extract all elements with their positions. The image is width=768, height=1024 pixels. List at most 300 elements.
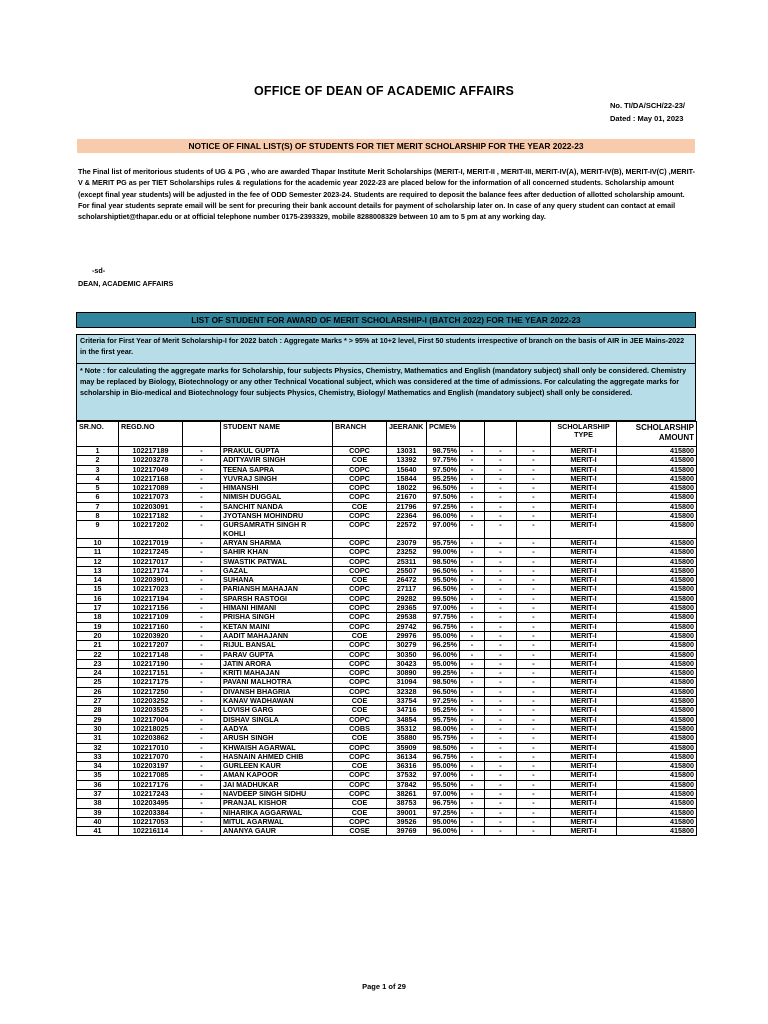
cell-dash: - (460, 521, 485, 539)
cell-regd: 102217194 (119, 594, 183, 603)
cell-amount: 415800 (617, 659, 697, 668)
cell-dash: - (517, 622, 551, 631)
cell-regd: 102217109 (119, 613, 183, 622)
cell-jeerank: 25507 (387, 566, 427, 575)
cell-amount: 415800 (617, 631, 697, 640)
cell-regd: 102217004 (119, 715, 183, 724)
cell-branch: COE (333, 734, 387, 743)
cell-regd: 102217182 (119, 512, 183, 521)
cell-dash: - (485, 594, 517, 603)
cell-jeerank: 22572 (387, 521, 427, 539)
cell-amount: 415800 (617, 456, 697, 465)
cell-regd: 102217189 (119, 447, 183, 456)
cell-pcme: 97.00% (427, 771, 460, 780)
cell-type: MERIT-I (551, 566, 617, 575)
cell-regd: 102217176 (119, 780, 183, 789)
cell-regd: 102217156 (119, 604, 183, 613)
cell-pcme: 98.00% (427, 724, 460, 733)
cell-dash: - (485, 622, 517, 631)
table-row (77, 622, 697, 631)
cell-dash: - (183, 724, 221, 733)
table-row (77, 512, 697, 521)
cell-sr: 41 (77, 827, 119, 836)
cell-jeerank: 34716 (387, 706, 427, 715)
cell-branch: COPC (333, 622, 387, 631)
cell-branch: COPC (333, 566, 387, 575)
cell-jeerank: 32328 (387, 687, 427, 696)
cell-jeerank: 23252 (387, 548, 427, 557)
cell-jeerank: 39526 (387, 817, 427, 826)
cell-dash: - (485, 697, 517, 706)
cell-type: MERIT-I (551, 669, 617, 678)
cell-dash: - (485, 817, 517, 826)
cell-type: MERIT-I (551, 484, 617, 493)
cell-amount: 415800 (617, 512, 697, 521)
intro-paragraph: The Final list of meritorious students of UG & PG , who are awarded Thapar Institute Merit Scholarships (MERIT-I, MERIT-II , MERIT-III, MERIT-IV(A), MERIT-IV(B), MERIT-IV(C) ,MERIT-V & MERIT PG as per TIET Scholarships rules & regulations for the academic year 2022-23 are placed below for the information of all concerned students. Scholarship amount (except final year students) will be adjusted in the fee of ODD Semester 2023-24. Students are required to deposit the balance fees after deduction of allotted scholarship amount. For final year students seprate email will be sent for precuring their bank account details for payment of scholarship later on. In case of any query student can contact at email scholarshiptiet@thapar.edu or at official telephone number 0175-2393329, mobile 8288008329 between 10 am to 5 pm at any working day. (78, 167, 695, 222)
cell-dash: - (460, 780, 485, 789)
cell-regd: 102203901 (119, 576, 183, 585)
cell-dash: - (485, 631, 517, 640)
cell-name: KETAN MAINI (221, 622, 333, 631)
cell-sr: 2 (77, 456, 119, 465)
cell-branch: COPC (333, 817, 387, 826)
cell-pcme: 96.00% (427, 827, 460, 836)
cell-branch: COPC (333, 771, 387, 780)
cell-pcme: 96.00% (427, 650, 460, 659)
cell-dash: - (517, 789, 551, 798)
cell-type: MERIT-I (551, 493, 617, 502)
cell-dash: - (485, 752, 517, 761)
cell-type: MERIT-I (551, 817, 617, 826)
cell-type: MERIT-I (551, 678, 617, 687)
cell-sr: 25 (77, 678, 119, 687)
cell-dash: - (485, 762, 517, 771)
cell-dash: - (460, 613, 485, 622)
cell-dash: - (517, 557, 551, 566)
cell-dash: - (517, 641, 551, 650)
cell-pcme: 96.50% (427, 566, 460, 575)
cell-dash: - (517, 594, 551, 603)
cell-dash: - (485, 780, 517, 789)
cell-amount: 415800 (617, 585, 697, 594)
cell-regd: 102217049 (119, 465, 183, 474)
cell-dash: - (460, 724, 485, 733)
cell-regd: 102203278 (119, 456, 183, 465)
table-row (77, 706, 697, 715)
cell-branch: COPC (333, 604, 387, 613)
cell-branch: COE (333, 808, 387, 817)
cell-dash: - (485, 789, 517, 798)
cell-name: ARYAN SHARMA (221, 538, 333, 547)
cell-sr: 17 (77, 604, 119, 613)
cell-jeerank: 29976 (387, 631, 427, 640)
cell-name: AADYA (221, 724, 333, 733)
table-row (77, 734, 697, 743)
cell-dash: - (485, 604, 517, 613)
cell-dash: - (460, 752, 485, 761)
cell-dash: - (517, 706, 551, 715)
cell-type: MERIT-I (551, 827, 617, 836)
cell-sr: 39 (77, 808, 119, 817)
cell-dash: - (485, 678, 517, 687)
cell-amount: 415800 (617, 641, 697, 650)
cell-amount: 415800 (617, 817, 697, 826)
cell-regd: 102217017 (119, 557, 183, 566)
cell-dash: - (460, 697, 485, 706)
cell-dash: - (460, 484, 485, 493)
cell-dash: - (183, 780, 221, 789)
cell-dash: - (485, 456, 517, 465)
cell-type: MERIT-I (551, 548, 617, 557)
cell-type: MERIT-I (551, 743, 617, 752)
cell-regd: 102217085 (119, 771, 183, 780)
table-row (77, 576, 697, 585)
scholarship-table (76, 421, 697, 836)
cell-dash: - (460, 548, 485, 557)
cell-dash: - (517, 447, 551, 456)
cell-pcme: 96.50% (427, 484, 460, 493)
cell-dash: - (460, 538, 485, 547)
cell-branch: COPC (333, 548, 387, 557)
cell-sr: 34 (77, 762, 119, 771)
cell-type: MERIT-I (551, 538, 617, 547)
table-row (77, 548, 697, 557)
table-row (77, 538, 697, 547)
notice-date: Dated : May 01, 2023 (610, 114, 684, 123)
table-row (77, 465, 697, 474)
table-row (77, 594, 697, 603)
cell-regd: 102203920 (119, 631, 183, 640)
table-row (77, 447, 697, 456)
cell-jeerank: 30350 (387, 650, 427, 659)
cell-jeerank: 15640 (387, 465, 427, 474)
cell-dash: - (517, 687, 551, 696)
office-title: OFFICE OF DEAN OF ACADEMIC AFFAIRS (253, 84, 515, 98)
col-header-blank (183, 422, 221, 447)
cell-branch: COPC (333, 585, 387, 594)
table-row (77, 697, 697, 706)
cell-dash: - (460, 678, 485, 687)
cell-regd: 102203525 (119, 706, 183, 715)
cell-jeerank: 36134 (387, 752, 427, 761)
cell-dash: - (460, 715, 485, 724)
cell-dash: - (460, 650, 485, 659)
cell-name: SUHANA (221, 576, 333, 585)
cell-dash: - (183, 548, 221, 557)
cell-name: PARAV GUPTA (221, 650, 333, 659)
cell-dash: - (517, 659, 551, 668)
cell-dash: - (183, 678, 221, 687)
cell-dash: - (517, 484, 551, 493)
cell-branch: COE (333, 762, 387, 771)
cell-dash: - (183, 456, 221, 465)
table-row (77, 650, 697, 659)
cell-jeerank: 37532 (387, 771, 427, 780)
cell-pcme: 95.50% (427, 780, 460, 789)
cell-branch: COE (333, 456, 387, 465)
cell-pcme: 97.00% (427, 604, 460, 613)
col-header-blank (485, 422, 517, 447)
cell-dash: - (183, 687, 221, 696)
cell-dash: - (183, 752, 221, 761)
cell-pcme: 97.00% (427, 521, 460, 539)
cell-regd: 102217202 (119, 521, 183, 539)
cell-regd: 102217089 (119, 484, 183, 493)
cell-amount: 415800 (617, 780, 697, 789)
col-header-blank (460, 422, 485, 447)
table-row (77, 752, 697, 761)
cell-regd: 102217190 (119, 659, 183, 668)
cell-dash: - (460, 585, 485, 594)
cell-amount: 415800 (617, 771, 697, 780)
cell-dash: - (517, 752, 551, 761)
cell-type: MERIT-I (551, 734, 617, 743)
cell-dash: - (485, 724, 517, 733)
cell-dash: - (183, 484, 221, 493)
cell-sr: 30 (77, 724, 119, 733)
cell-dash: - (485, 493, 517, 502)
cell-regd: 102217243 (119, 789, 183, 798)
cell-name: HIMANSHI (221, 484, 333, 493)
cell-jeerank: 21796 (387, 502, 427, 511)
cell-amount: 415800 (617, 678, 697, 687)
cell-dash: - (460, 789, 485, 798)
cell-type: MERIT-I (551, 771, 617, 780)
cell-dash: - (485, 474, 517, 483)
cell-dash: - (460, 659, 485, 668)
cell-branch: COPC (333, 493, 387, 502)
table-row (77, 743, 697, 752)
cell-dash: - (460, 631, 485, 640)
cell-dash: - (485, 687, 517, 696)
cell-jeerank: 21670 (387, 493, 427, 502)
cell-pcme: 95.00% (427, 817, 460, 826)
cell-name: GURSAMRATH SINGH R KOHLI (221, 521, 333, 539)
cell-name: SANCHIT NANDA (221, 502, 333, 511)
cell-amount: 415800 (617, 576, 697, 585)
cell-jeerank: 37842 (387, 780, 427, 789)
cell-name: TEENA SAPRA (221, 465, 333, 474)
cell-sr: 13 (77, 566, 119, 575)
cell-regd: 102217070 (119, 752, 183, 761)
cell-jeerank: 38261 (387, 789, 427, 798)
cell-type: MERIT-I (551, 687, 617, 696)
cell-dash: - (517, 474, 551, 483)
cell-dash: - (517, 817, 551, 826)
cell-dash: - (517, 799, 551, 808)
cell-name: AMAN KAPOOR (221, 771, 333, 780)
cell-jeerank: 35909 (387, 743, 427, 752)
cell-pcme: 98.75% (427, 447, 460, 456)
cell-sr: 36 (77, 780, 119, 789)
cell-dash: - (517, 566, 551, 575)
cell-dash: - (183, 659, 221, 668)
cell-sr: 16 (77, 594, 119, 603)
cell-dash: - (460, 557, 485, 566)
table-row (77, 789, 697, 798)
cell-amount: 415800 (617, 502, 697, 511)
cell-jeerank: 29282 (387, 594, 427, 603)
cell-dash: - (485, 557, 517, 566)
cell-sr: 9 (77, 521, 119, 539)
cell-jeerank: 35312 (387, 724, 427, 733)
cell-sr: 8 (77, 512, 119, 521)
cell-branch: COPC (333, 538, 387, 547)
cell-dash: - (517, 715, 551, 724)
cell-dash: - (460, 706, 485, 715)
cell-dash: - (485, 706, 517, 715)
cell-regd: 102203495 (119, 799, 183, 808)
cell-jeerank: 25311 (387, 557, 427, 566)
table-row (77, 502, 697, 511)
cell-name: JYOTANSH MOHINDRU (221, 512, 333, 521)
cell-pcme: 97.25% (427, 697, 460, 706)
cell-type: MERIT-I (551, 521, 617, 539)
table-row (77, 687, 697, 696)
cell-name: NIMISH DUGGAL (221, 493, 333, 502)
cell-pcme: 96.75% (427, 799, 460, 808)
cell-sr: 19 (77, 622, 119, 631)
cell-dash: - (485, 585, 517, 594)
table-row (77, 799, 697, 808)
cell-amount: 415800 (617, 669, 697, 678)
cell-sr: 22 (77, 650, 119, 659)
cell-amount: 415800 (617, 762, 697, 771)
cell-dash: - (485, 641, 517, 650)
table-row (77, 669, 697, 678)
table-row (77, 484, 697, 493)
cell-branch: COBS (333, 724, 387, 733)
cell-dash: - (183, 493, 221, 502)
cell-type: MERIT-I (551, 631, 617, 640)
cell-dash: - (183, 502, 221, 511)
cell-branch: COE (333, 799, 387, 808)
cell-amount: 415800 (617, 566, 697, 575)
cell-name: JAI MADHUKAR (221, 780, 333, 789)
cell-dash: - (183, 521, 221, 539)
cell-type: MERIT-I (551, 752, 617, 761)
list-title: LIST OF STUDENT FOR AWARD OF MERIT SCHOLARSHIP-I (BATCH 2022) FOR THE YEAR 2022-23 (76, 312, 696, 328)
cell-dash: - (517, 613, 551, 622)
col-header-name: STUDENT NAME (221, 422, 333, 447)
cell-dash: - (517, 502, 551, 511)
cell-regd: 102203252 (119, 697, 183, 706)
cell-branch: COPC (333, 687, 387, 696)
cell-amount: 415800 (617, 687, 697, 696)
cell-regd: 102217207 (119, 641, 183, 650)
cell-sr: 3 (77, 465, 119, 474)
cell-jeerank: 22364 (387, 512, 427, 521)
cell-amount: 415800 (617, 447, 697, 456)
cell-regd: 102203197 (119, 762, 183, 771)
cell-jeerank: 27117 (387, 585, 427, 594)
cell-jeerank: 29365 (387, 604, 427, 613)
cell-amount: 415800 (617, 715, 697, 724)
cell-sr: 7 (77, 502, 119, 511)
cell-sr: 23 (77, 659, 119, 668)
cell-amount: 415800 (617, 548, 697, 557)
cell-dash: - (485, 566, 517, 575)
cell-dash: - (485, 808, 517, 817)
cell-regd: 102217160 (119, 622, 183, 631)
cell-regd: 102217174 (119, 566, 183, 575)
table-row (77, 762, 697, 771)
cell-dash: - (517, 771, 551, 780)
cell-dash: - (183, 465, 221, 474)
cell-dash: - (183, 706, 221, 715)
cell-dash: - (517, 734, 551, 743)
cell-branch: COPC (333, 789, 387, 798)
cell-amount: 415800 (617, 743, 697, 752)
cell-dash: - (517, 631, 551, 640)
cell-jeerank: 30279 (387, 641, 427, 650)
cell-jeerank: 29742 (387, 622, 427, 631)
cell-amount: 415800 (617, 808, 697, 817)
table-row (77, 715, 697, 724)
cell-dash: - (460, 622, 485, 631)
cell-dash: - (485, 715, 517, 724)
cell-dash: - (460, 641, 485, 650)
cell-dash: - (517, 650, 551, 659)
cell-pcme: 98.50% (427, 557, 460, 566)
cell-type: MERIT-I (551, 789, 617, 798)
col-header-branch: BRANCH (333, 422, 387, 447)
cell-dash: - (517, 743, 551, 752)
cell-amount: 415800 (617, 734, 697, 743)
cell-amount: 415800 (617, 789, 697, 798)
cell-branch: COPC (333, 669, 387, 678)
cell-pcme: 99.00% (427, 548, 460, 557)
cell-dash: - (183, 743, 221, 752)
cell-type: MERIT-I (551, 447, 617, 456)
notice-title: NOTICE OF FINAL LIST(S) OF STUDENTS FOR TIET MERIT SCHOLARSHIP FOR THE YEAR 2022-23 (77, 139, 695, 153)
cell-regd: 102217019 (119, 538, 183, 547)
cell-dash: - (460, 493, 485, 502)
cell-name: NAVDEEP SINGH SIDHU (221, 789, 333, 798)
cell-dash: - (183, 594, 221, 603)
cell-sr: 14 (77, 576, 119, 585)
cell-type: MERIT-I (551, 512, 617, 521)
cell-dash: - (517, 548, 551, 557)
cell-name: DIVANSH BHAGRIA (221, 687, 333, 696)
cell-dash: - (460, 762, 485, 771)
cell-branch: COPC (333, 594, 387, 603)
table-row (77, 780, 697, 789)
cell-dash: - (183, 474, 221, 483)
cell-dash: - (460, 669, 485, 678)
cell-jeerank: 35880 (387, 734, 427, 743)
cell-pcme: 97.00% (427, 789, 460, 798)
cell-pcme: 97.75% (427, 613, 460, 622)
cell-name: SPARSH RASTOGI (221, 594, 333, 603)
cell-dash: - (517, 678, 551, 687)
cell-jeerank: 23079 (387, 538, 427, 547)
cell-dash: - (485, 447, 517, 456)
table-row (77, 808, 697, 817)
cell-dash: - (485, 502, 517, 511)
cell-sr: 40 (77, 817, 119, 826)
cell-dash: - (485, 484, 517, 493)
cell-regd: 102217250 (119, 687, 183, 696)
cell-dash: - (517, 604, 551, 613)
cell-name: DISHAV SINGLA (221, 715, 333, 724)
cell-pcme: 95.00% (427, 762, 460, 771)
cell-jeerank: 31094 (387, 678, 427, 687)
table-row (77, 817, 697, 826)
cell-dash: - (485, 465, 517, 474)
cell-type: MERIT-I (551, 576, 617, 585)
cell-name: KRITI MAHAJAN (221, 669, 333, 678)
